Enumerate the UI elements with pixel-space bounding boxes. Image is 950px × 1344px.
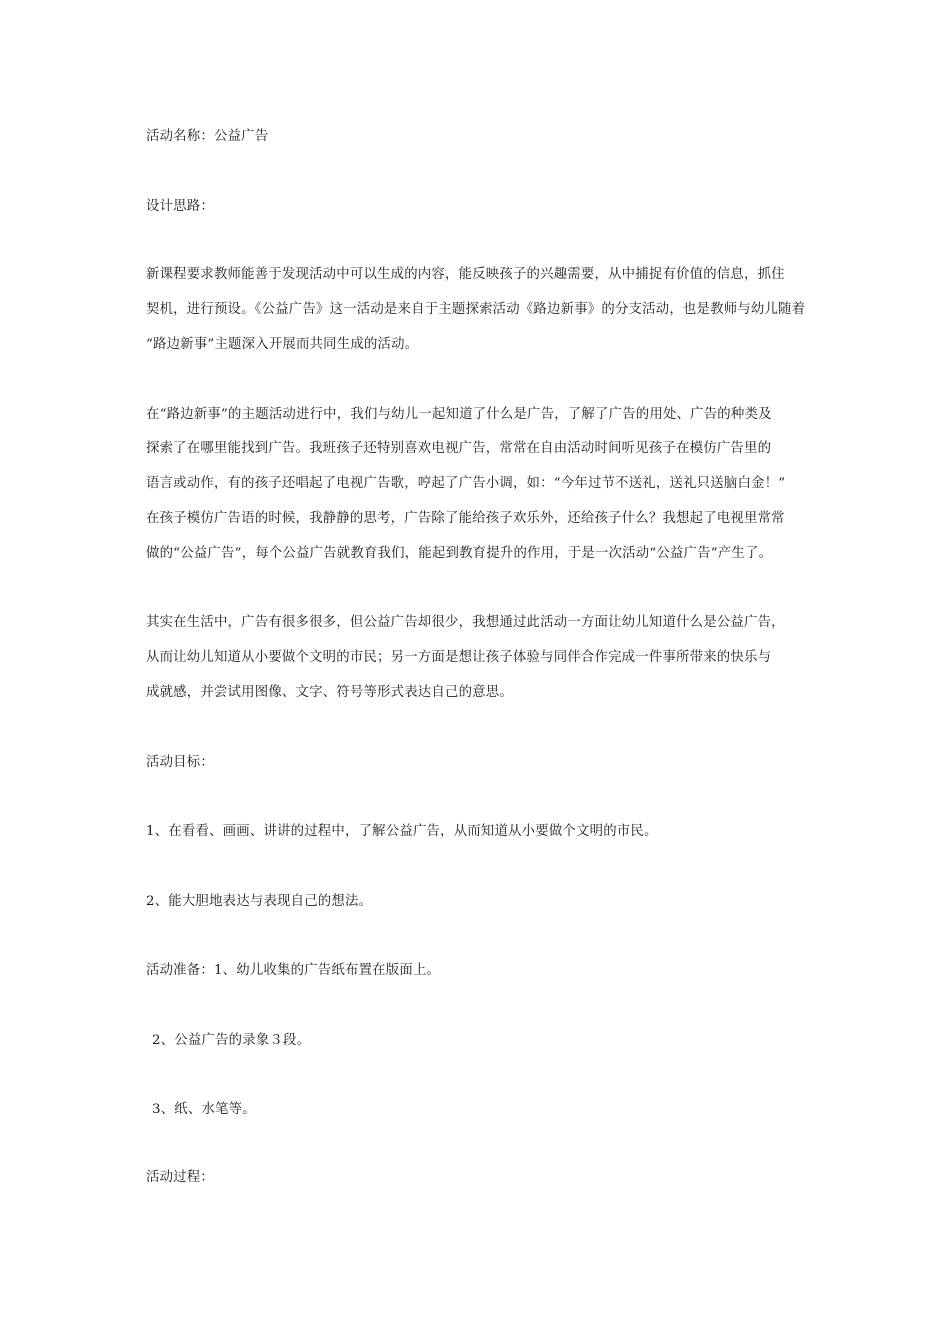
goal-2: 2、能大胆地表达与表现自己的想法。 xyxy=(146,894,373,909)
paragraph-3-line-1: 其实在生活中，广告有很多很多，但公益广告却很少，我想通过此活动一方面让幼儿知道什么是公益广告， xyxy=(146,615,785,630)
paragraph-3-line-2: 从而让幼儿知道从小要做个文明的市民；另一方面是想让孩子体验与同伴合作完成一件事所带来的快乐与 xyxy=(146,650,772,665)
preparation-1: 活动准备：1、幼儿收集的广告纸布置在版面上。 xyxy=(146,963,441,978)
paragraph-3-line-3: 成就感，并尝试用图像、文字、符号等形式表达自己的意思。 xyxy=(146,685,513,700)
paragraph-1-line-2: 契机，进行预设。《公益广告》这一活动是来自于主题探索活动《路边新事》的分支活动，也是教师与幼儿随着 xyxy=(146,302,806,317)
preparation-3: 3、纸、水笔等。 xyxy=(152,1102,256,1117)
paragraph-2-line-1: 在“路边新事”的主题活动进行中，我们与幼儿一起知道了什么是广告，了解了广告的用处、广告的种类及 xyxy=(146,407,772,422)
preparation-2: 2、公益广告的录象３段。 xyxy=(152,1033,311,1048)
paragraph-1-line-3: “路边新事”主题深入开展而共同生成的活动。 xyxy=(146,337,419,352)
goals-heading: 活动目标： xyxy=(146,755,214,770)
paragraph-1-line-1: 新课程要求教师能善于发现活动中可以生成的内容，能反映孩子的兴趣需要，从中捕捉有价值的信息，抓住 xyxy=(146,267,785,282)
paragraph-2-line-2: 探索了在哪里能找到广告。我班孩子还特别喜欢电视广告，常常在自由活动时间听见孩子在模仿广告里的 xyxy=(146,441,772,456)
goal-1: 1、在看看、画画、讲讲的过程中，了解公益广告，从而知道从小要做个文明的市民。 xyxy=(146,824,658,839)
process-heading: 活动过程： xyxy=(146,1170,214,1185)
paragraph-2-line-3: 语言或动作，有的孩子还唱起了电视广告歌，哼起了广告小调，如：“今年过节不送礼，送礼只送脑白金！” xyxy=(146,476,786,491)
paragraph-2-line-5: 做的“公益广告”，每个公益广告就教育我们，能起到教育提升的作用，于是一次活动“公益广告”产生了。 xyxy=(146,546,773,561)
activity-name: 活动名称：公益广告 xyxy=(146,129,269,144)
design-heading: 设计思路： xyxy=(146,199,214,214)
paragraph-2-line-4: 在孩子模仿广告语的时候，我静静的思考，广告除了能给孩子欢乐外，还给孩子什么？我想起了电视里常常 xyxy=(146,511,785,526)
